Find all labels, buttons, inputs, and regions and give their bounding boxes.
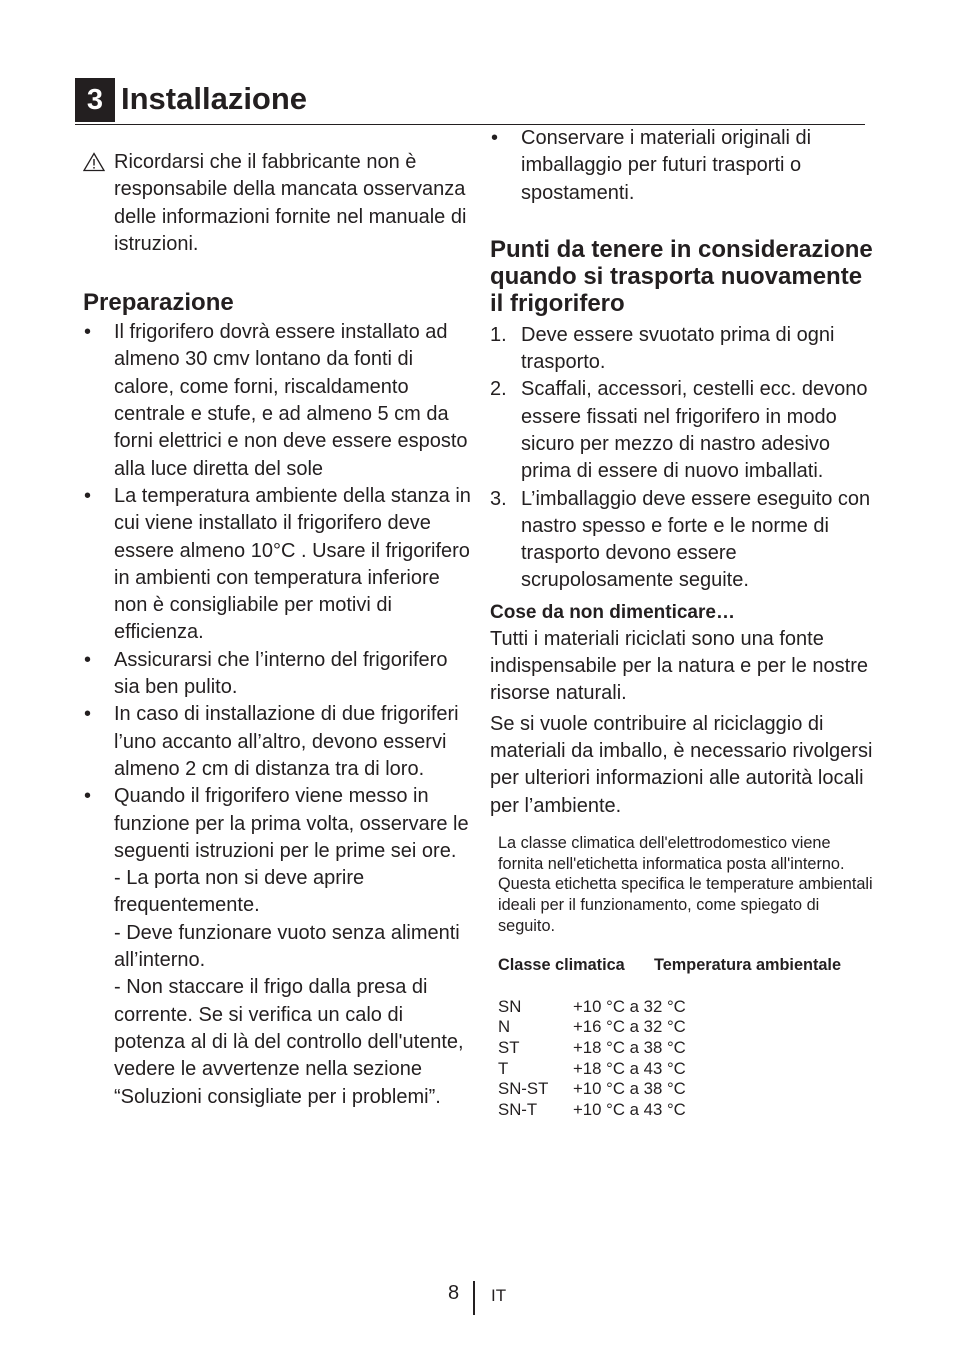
list-item: • Il frigorifero dovrà essere installato ad almeno 30 cmv lontano da fonti di calore, come forni, riscaldamento centrale e stufe, e ad almeno 5 cm da forni elettrici e non deve essere esposto alla luce diretta del sole — [84, 321, 468, 480]
column-header: Classe climatica — [498, 955, 625, 974]
column-header: Temperatura ambientale — [654, 955, 841, 974]
bullet-icon: • — [84, 321, 92, 344]
list-item: 1. Deve essere svuotato prima di ogni trasporto. — [490, 323, 835, 374]
list-item — [83, 783, 473, 1111]
table-row: SN +10 °C a 32 °C — [498, 996, 686, 1016]
packaging-list — [490, 125, 880, 207]
recycling-paragraph: Se si vuole contribuire al riciclaggio di materiali da imballo, è necessario rivolgersi per ulteriori informazioni alle autorità locali per l’ambiente. — [490, 712, 873, 817]
table-row: T +18 °C a 43 °C — [498, 1058, 686, 1078]
climate-table — [498, 997, 880, 1121]
list-item: • Conservare i materiali originali di imballaggio per futuri trasporti o spostamenti. — [491, 127, 812, 204]
preparation-heading: Preparazione — [83, 289, 234, 317]
right-column — [490, 125, 880, 1121]
section-number: 3 — [75, 78, 115, 122]
page-number: 8 — [448, 1282, 460, 1304]
list-item: 2. Scaffali, accessori, cestelli ecc. devono essere fissati nel frigorifero in modo sicuro per mezzo di nastro adesivo prima di essere di nuovo imballati. — [490, 378, 868, 483]
first-use-rule: - Non staccare il frigo dalla presa di corrente. Se si verifica un calo di potenza al di là del controllo dell'utente, vedere le avvertenze nella sezione “Soluzioni consigliate per i problemi”. — [114, 976, 464, 1108]
climate-table-header — [498, 955, 880, 976]
bullet-icon: • — [84, 484, 92, 507]
transport-heading: Punti da tenere in considerazione quando si trasporta nuovamente il frigorifero — [490, 235, 873, 318]
bullet-icon: • — [491, 127, 499, 149]
bullet-icon: • — [84, 648, 92, 671]
left-column — [83, 149, 473, 1111]
bullet-icon: • — [84, 785, 92, 808]
remember-heading: Cose da non dimenticare… — [490, 601, 735, 623]
language-code: IT — [491, 1286, 507, 1305]
warning-note — [83, 149, 473, 258]
list-item: • La temperatura ambiente della stanza in cui viene installato il frigorifero deve essere almeno 10°C . Usare il frigorifero in ambienti con temperatura inferiore non è consigliabile per motivi di efficienza. — [84, 484, 471, 644]
list-item: • In caso di installazione di due frigoriferi l’uno accanto all’altro, devono esservi almeno 2 cm di distanza tra di loro. — [84, 703, 459, 780]
section-title: Installazione — [121, 81, 308, 116]
transport-steps — [490, 322, 880, 595]
climate-note: La classe climatica dell'elettrodomestico viene fornita nell'etichetta informatica posta all'interno. Questa etichetta specifica le temperature ambientali ideali per il funzionamento, come spiegato di seguito. — [498, 833, 873, 936]
bullet-icon: • — [84, 703, 92, 726]
section-header — [75, 78, 865, 125]
first-use-intro: Quando il frigorifero viene messo in funzione per la prima volta, osservare le seguenti istruzioni per le prime sei ore. — [114, 785, 469, 862]
table-row: SN-ST +10 °C a 38 °C — [498, 1079, 686, 1099]
footer-divider — [473, 1281, 475, 1315]
table-row: N +16 °C a 32 °C — [498, 1017, 686, 1037]
list-item: 3. L’imballaggio deve essere eseguito con nastro spesso e forte e le norme di trasporto devono essere scrupolosamente seguite. — [490, 487, 871, 592]
preparation-list — [83, 319, 473, 1111]
warning-triangle-icon — [83, 152, 105, 172]
first-use-rule: - Deve funzionare vuoto senza alimenti all’interno. — [114, 921, 460, 972]
first-use-rule: - La porta non si deve aprire frequentemente. — [114, 867, 365, 917]
recycling-paragraph: Tutti i materiali riciclati sono una fonte indispensabile per la natura e per le nostre risorse naturali. — [490, 627, 869, 705]
list-item: • Assicurarsi che l’interno del frigorifero sia ben pulito. — [84, 648, 448, 699]
table-row: ST +18 °C a 38 °C — [498, 1038, 686, 1058]
table-row: SN-T +10 °C a 43 °C — [498, 1100, 686, 1120]
warning-text: Ricordarsi che il fabbricante non è responsabile della mancata osservanza delle informazioni fornite nel manuale di istruzioni. — [114, 151, 467, 255]
